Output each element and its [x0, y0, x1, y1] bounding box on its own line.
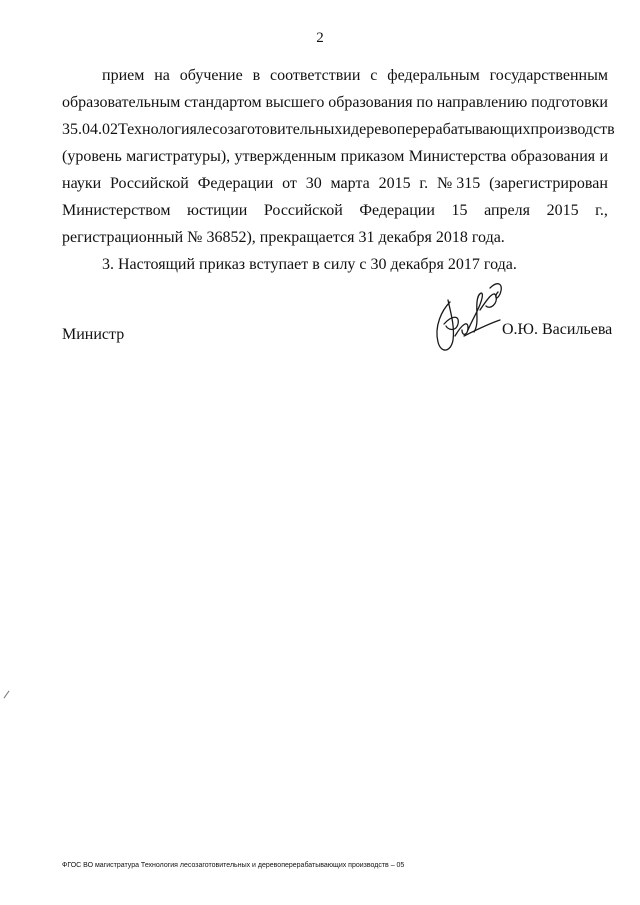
word: г., — [595, 202, 608, 219]
word: юстиции — [187, 202, 248, 219]
word: магистратуры), — [126, 148, 231, 165]
word: Министерства — [408, 148, 507, 165]
word: деревоперерабатывающих — [350, 121, 531, 138]
word: высшего — [265, 94, 325, 111]
word: федеральным — [387, 67, 480, 84]
word: 30 — [305, 175, 322, 192]
document-footer: ФГОС ВО магистратура Технология лесозаготовительных и деревоперерабатывающих производств – 05 — [62, 862, 405, 869]
word: апреля — [484, 202, 530, 219]
word: соответствии — [270, 67, 361, 84]
word: с — [370, 67, 378, 84]
word: утвержденным — [234, 148, 337, 165]
word: приказом — [340, 148, 405, 165]
word: 35.04.02 — [62, 121, 118, 138]
word: прием — [102, 67, 145, 84]
word: обучение — [179, 67, 243, 84]
word: науки — [62, 175, 102, 192]
word: государственным — [489, 67, 608, 84]
word: 15 — [451, 202, 468, 219]
signatory-name: О.Ю. Васильева — [502, 321, 613, 338]
paragraph-effective-date: 3. Настоящий приказ вступает в силу с 30 декабря 2017 года. — [102, 256, 517, 273]
word: направлению — [436, 94, 528, 111]
word: стандартом — [184, 94, 262, 111]
paragraph-line-4 — [62, 147, 608, 167]
word: Министерством — [62, 202, 171, 219]
word: лесозаготовительных — [196, 121, 343, 138]
word: № 315 — [436, 175, 481, 192]
word: образовательным — [62, 94, 181, 111]
paragraph-line-7: регистрационный № 36852), прекращается 31 декабря 2018 года. — [62, 229, 505, 246]
word: Российской — [263, 202, 343, 219]
word: марта — [330, 175, 370, 192]
word: по — [416, 94, 433, 111]
word: Российской — [110, 175, 189, 192]
word: 2015 — [378, 175, 411, 192]
scan-mark — [4, 691, 10, 699]
word: подготовки — [531, 94, 608, 111]
word: от — [282, 175, 297, 192]
word: Федерации — [359, 202, 435, 219]
word: Федерации — [197, 175, 274, 192]
word: и — [342, 121, 351, 138]
word: и — [599, 148, 608, 165]
paragraph-line-2 — [62, 93, 608, 113]
handwritten-signature — [424, 280, 508, 360]
word: г. — [419, 175, 429, 192]
word: производств — [530, 121, 615, 138]
word: в — [252, 67, 261, 84]
word: на — [154, 67, 170, 84]
paragraph-line-6 — [62, 201, 608, 221]
paragraph-line-5 — [62, 174, 608, 194]
word: (уровень — [62, 148, 122, 165]
paragraph-line-1 — [102, 66, 608, 86]
signatory-title: Министр — [62, 326, 125, 343]
word: Технология — [118, 121, 197, 138]
word: 2015 — [546, 202, 579, 219]
page-number: 2 — [316, 30, 324, 46]
word: образования — [510, 148, 596, 165]
word: (зарегистрирован — [489, 175, 608, 192]
paragraph-line-3 — [62, 120, 615, 140]
word: образования — [328, 94, 413, 111]
